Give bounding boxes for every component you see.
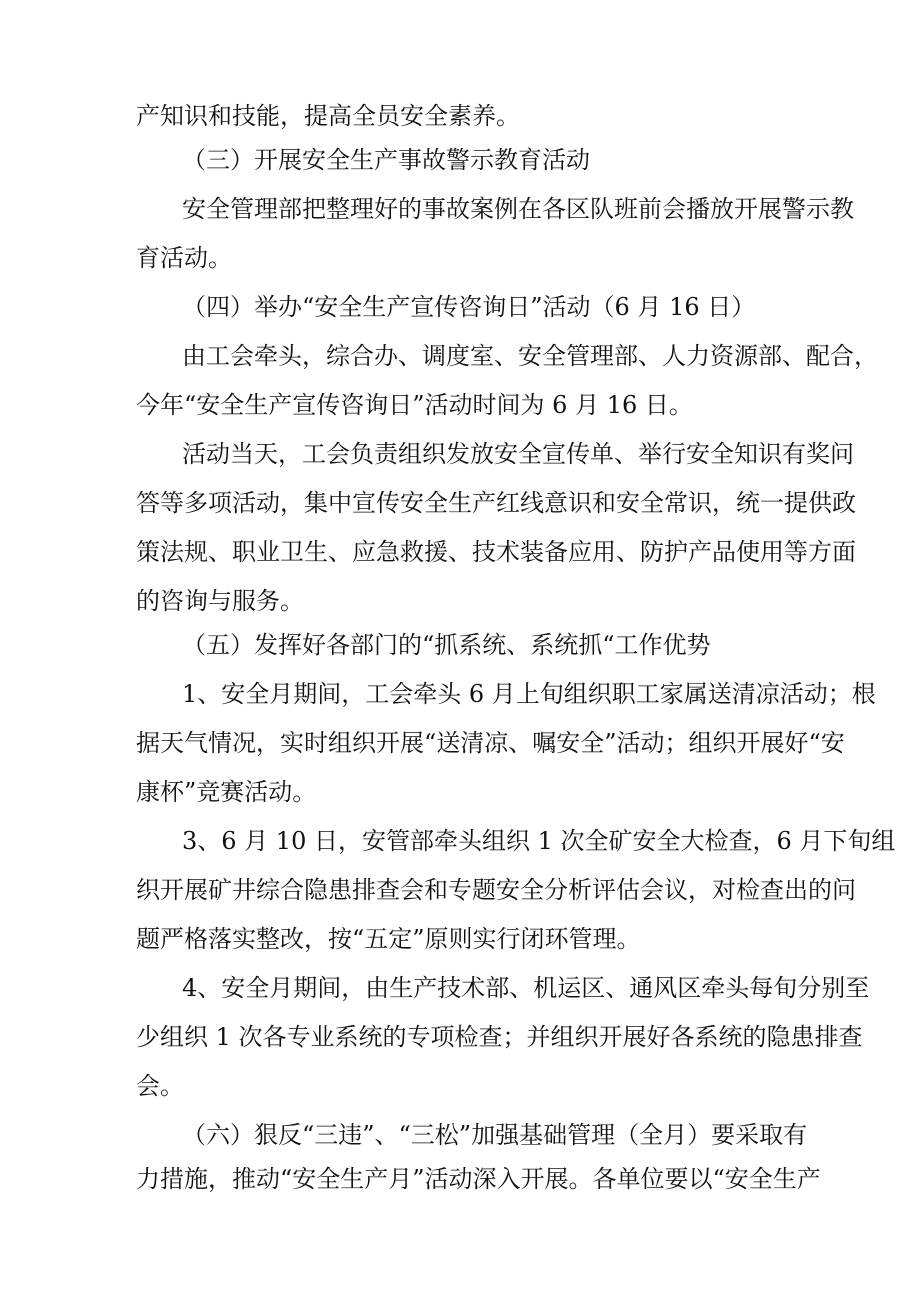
paragraph-line: 产知识和技能，提高全员安全素养。 bbox=[136, 102, 520, 130]
paragraph-line: 安全管理部把整理好的事故案例在各区队班前会播放开展警示教 bbox=[182, 195, 854, 223]
paragraph-line: 的咨询与服务。 bbox=[136, 587, 304, 615]
paragraph-line: 少组织 1 次各专业系统的专项检查；并组织开展好各系统的隐患排查 bbox=[136, 1023, 863, 1051]
section-heading: （四）举办“安全生产宣传咨询日”活动（6 月 16 日） bbox=[182, 293, 756, 321]
paragraph-line: 4、安全月期间，由生产技术部、机运区、通风区牵头每旬分别至 bbox=[182, 974, 870, 1002]
paragraph-line: 3、6 月 10 日，安管部牵头组织 1 次全矿安全大检查，6 月下旬组 bbox=[182, 827, 896, 855]
paragraph-line: 今年“安全生产宣传咨询日”活动时间为 6 月 16 日。 bbox=[136, 391, 693, 419]
section-heading: （三）开展安全生产事故警示教育活动 bbox=[182, 146, 590, 174]
paragraph-line: 会。 bbox=[136, 1072, 184, 1100]
paragraph-line: 题严格落实整改，按“五定”原则实行闭环管理。 bbox=[136, 925, 641, 953]
paragraph-line: 织开展矿井综合隐患排查会和专题安全分析评估会议，对检查出的问 bbox=[136, 876, 856, 904]
paragraph-line: 据天气情况，实时组织开展“送清凉、嘱安全”活动；组织开展好“安 bbox=[136, 729, 845, 757]
paragraph-line: 策法规、职业卫生、应急救援、技术装备应用、防护产品使用等方面 bbox=[136, 538, 856, 566]
paragraph-line: 力措施，推动“安全生产月”活动深入开展。各单位要以“安全生产 bbox=[136, 1165, 821, 1193]
paragraph-line: 1、安全月期间，工会牵头 6 月上旬组织职工家属送清凉活动；根 bbox=[182, 680, 876, 708]
paragraph-line: 活动当天，工会负责组织发放安全宣传单、举行安全知识有奖问 bbox=[182, 440, 854, 468]
paragraph-line: 答等多项活动，集中宣传安全生产红线意识和安全常识，统一提供政 bbox=[136, 489, 856, 517]
section-heading: （六）狠反“三违”、“三松”加强基础管理（全月）要采取有 bbox=[182, 1121, 808, 1149]
paragraph-line: 育活动。 bbox=[136, 244, 232, 272]
section-heading: （五）发挥好各部门的“抓系统、系统抓“工作优势 bbox=[182, 631, 711, 659]
paragraph-line: 康杯”竞赛活动。 bbox=[136, 778, 317, 806]
paragraph-line: 由工会牵头，综合办、调度室、安全管理部、人力资源部、配合， bbox=[182, 342, 878, 370]
